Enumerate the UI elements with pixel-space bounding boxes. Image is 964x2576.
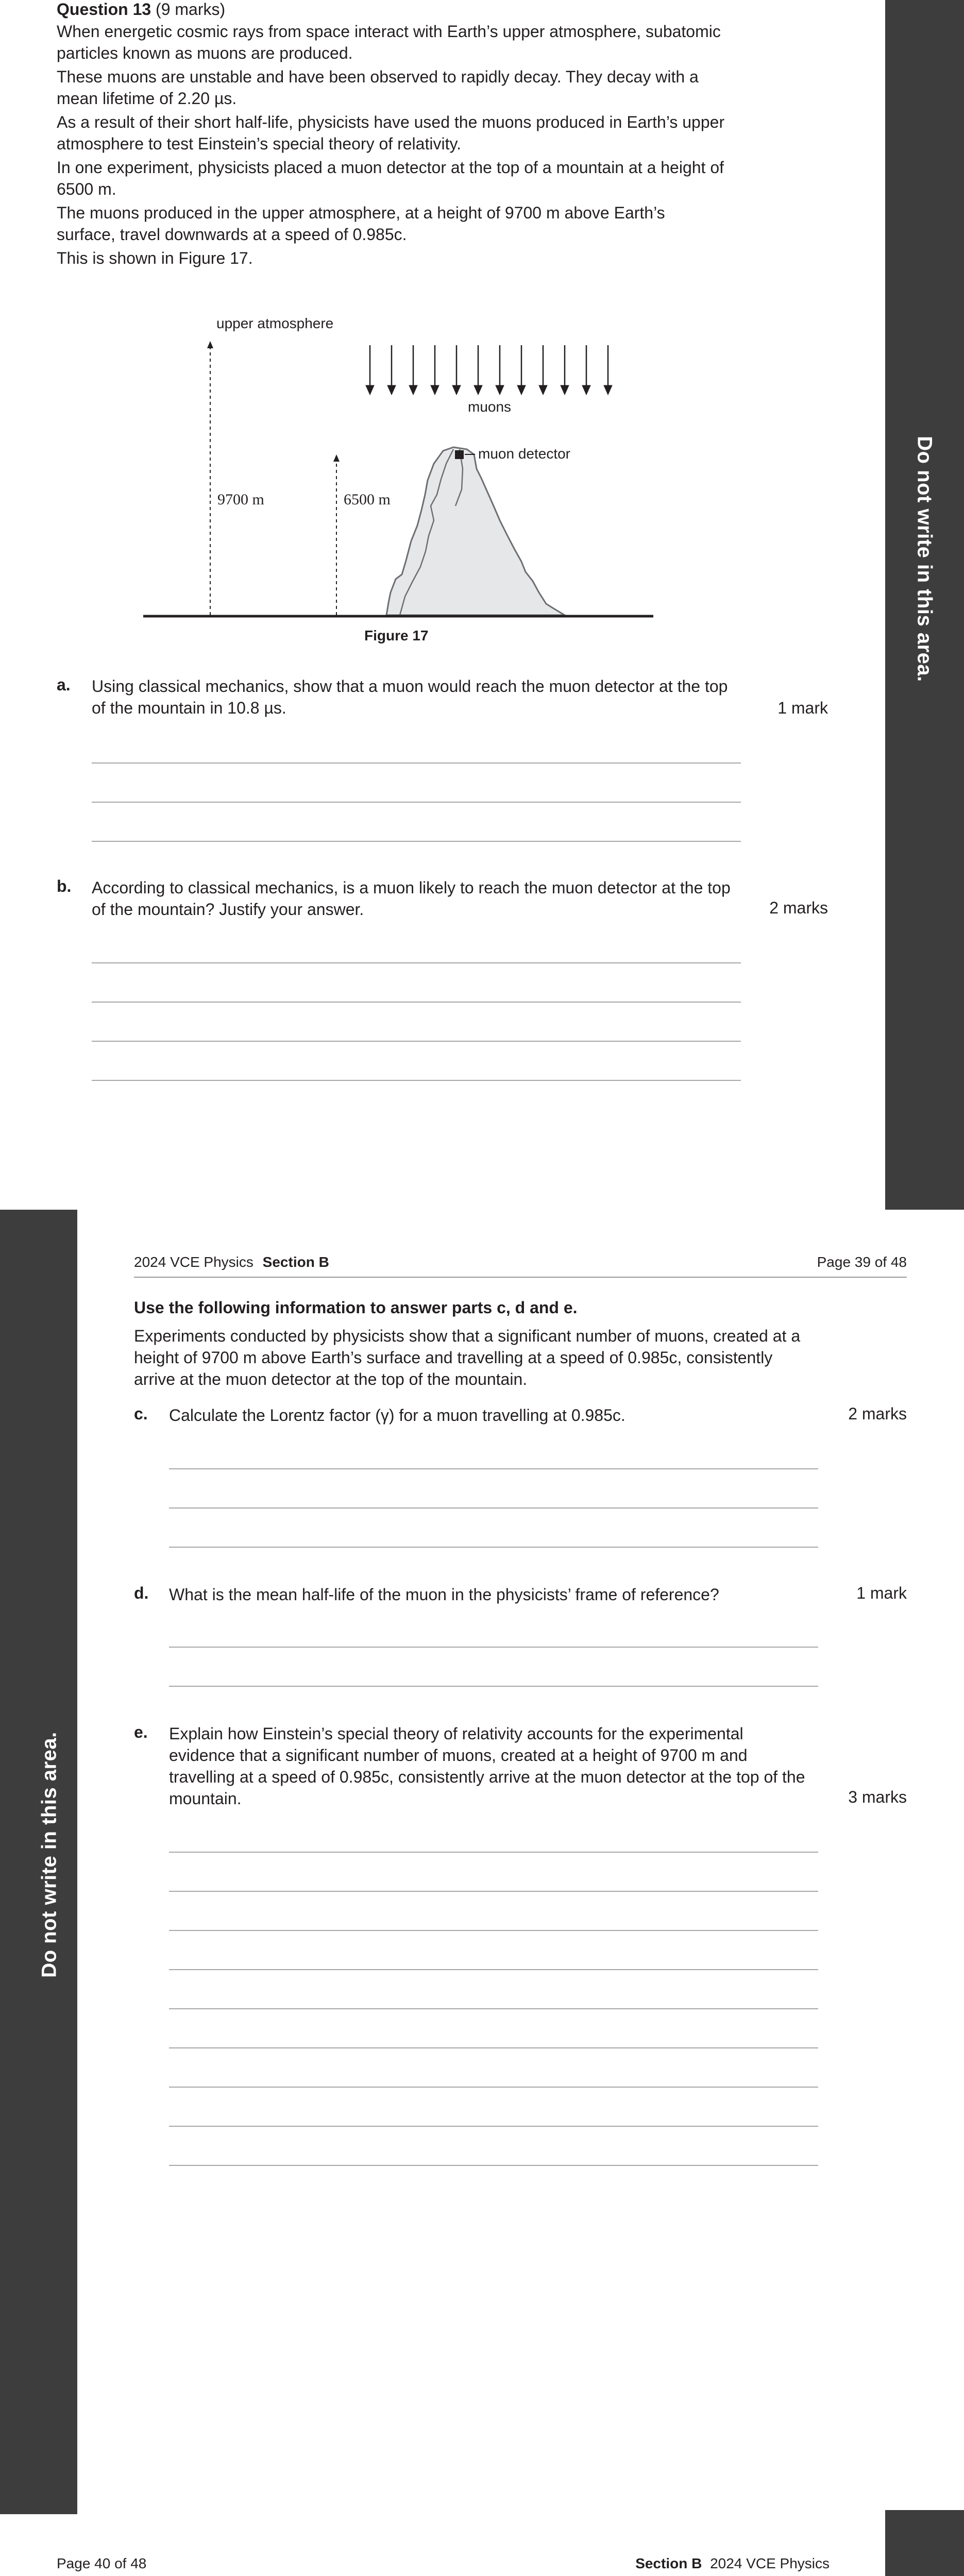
- answer-line-a-1[interactable]: [92, 762, 741, 764]
- intro-paragraph-1: When energetic cosmic rays from space interact with Earth’s upper atmosphere, subatomic particles known as muons are produced.: [57, 22, 721, 62]
- part-a-marks: 1 mark: [777, 699, 828, 717]
- info-heading: Use the following information to answer parts c, d and e.: [134, 1298, 578, 1317]
- arrowhead-6500: [333, 454, 340, 462]
- footer-section: Section B: [635, 2555, 702, 2571]
- answer-line-b-4[interactable]: [92, 1080, 741, 1081]
- label-muon-detector: muon detector: [478, 446, 570, 462]
- part-a-letter: a.: [57, 675, 71, 694]
- do-not-write-label-right: Do not write in this area.: [913, 436, 936, 682]
- part-b-letter: b.: [57, 877, 72, 895]
- question-title: Question 13: [57, 0, 151, 19]
- answer-line-e-1[interactable]: [169, 1852, 818, 1853]
- intro-text: [57, 21, 726, 269]
- label-upper-atmosphere: upper atmosphere: [216, 315, 334, 331]
- part-d-marks: 1 mark: [856, 1584, 907, 1602]
- intro-paragraph-2: These muons are unstable and have been observed to rapidly decay. They decay with a mean lifetime of 2.20 µs.: [57, 67, 699, 108]
- answer-line-b-3[interactable]: [92, 1041, 741, 1042]
- intro-paragraph-4: In one experiment, physicists placed a muon detector at the top of a mountain at a height of 6500 m.: [57, 158, 724, 198]
- footer-title: 2024 VCE Physics: [710, 2555, 830, 2571]
- header-rule: [134, 1277, 907, 1278]
- answer-line-b-2[interactable]: [92, 1002, 741, 1003]
- intro-paragraph-3: As a result of their short half-life, physicists have used the muons produced in Earth’s upper atmosphere to test Einstein’s special theory of relativity.: [57, 113, 725, 153]
- part-b-text: [92, 877, 741, 920]
- answer-line-e-2[interactable]: [169, 1891, 818, 1892]
- part-c-letter: c.: [134, 1404, 148, 1423]
- do-not-write-label-left: Do not write in this area.: [38, 1732, 61, 1978]
- label-muons: muons: [468, 399, 512, 415]
- label-height-6500: 6500 m: [344, 491, 391, 508]
- side-bar-right-page40: [885, 2510, 964, 2576]
- answer-line-b-1[interactable]: [92, 962, 741, 963]
- figure-caption: Figure 17: [364, 628, 429, 643]
- answer-line-e-8[interactable]: [169, 2126, 818, 2127]
- answer-line-c-2[interactable]: [169, 1507, 818, 1509]
- answer-line-e-9[interactable]: [169, 2165, 818, 2166]
- part-e-marks: 3 marks: [848, 1788, 907, 1806]
- part-b-marks: 2 marks: [769, 899, 828, 917]
- part-b-question: According to classical mechanics, is a muon likely to reach the muon detector at the top of the mountain? Justify your answer.: [92, 878, 731, 919]
- part-c-text: Calculate the Lorentz factor (γ) for a muon travelling at 0.985c.: [169, 1406, 625, 1425]
- answer-line-a-2[interactable]: [92, 802, 741, 803]
- answer-line-d-1[interactable]: [169, 1647, 818, 1648]
- page-40-footer: [57, 2555, 830, 2572]
- answer-line-e-6[interactable]: [169, 2047, 818, 2048]
- mountain-shape: [386, 447, 565, 615]
- part-d-text: What is the mean half-life of the muon in the physicists’ frame of reference?: [169, 1585, 719, 1604]
- answer-line-a-3[interactable]: [92, 841, 741, 842]
- footer-right: [635, 2555, 830, 2572]
- intro-paragraph-6: This is shown in Figure 17.: [57, 249, 253, 267]
- part-a-text: [92, 675, 741, 719]
- question-heading: [57, 0, 225, 19]
- label-height-9700: 9700 m: [217, 491, 264, 508]
- header-section: Section B: [262, 1254, 329, 1270]
- info-text: Experiments conducted by physicists show that a significant number of muons, created at a height of 9700 m above Earth’s surface and travelling at a speed of 0.985c, consistently arrive at the muon detector at the top of the mountain.: [134, 1327, 801, 1388]
- arrowhead-9700: [207, 341, 213, 348]
- header-title: 2024 VCE Physics: [134, 1254, 253, 1270]
- answer-line-e-4[interactable]: [169, 1969, 818, 1970]
- part-e-text: Explain how Einstein’s special theory of relativity accounts for the experimental evidence that a significant number of muons, created at a height of 9700 m and travelling at a speed of 0.985c, consistently arrive at the muon detector at the top of the mountain.: [169, 1724, 805, 1808]
- footer-page-number: Page 40 of 48: [57, 2555, 147, 2571]
- part-a-question: Using classical mechanics, show that a muon would reach the muon detector at the top of the mountain in 10.8 µs.: [92, 677, 728, 717]
- intro-paragraph-5: The muons produced in the upper atmosphere, at a height of 9700 m above Earth’s surface, travel downwards at a speed of 0.985c.: [57, 204, 665, 244]
- figure-17-diagram: [139, 314, 665, 644]
- answer-line-d-2[interactable]: [169, 1686, 818, 1687]
- muon-arrows: [366, 345, 612, 395]
- header-page-number: Page 39 of 48: [817, 1254, 907, 1270]
- part-d-letter: d.: [134, 1584, 149, 1602]
- answer-line-e-5[interactable]: [169, 2008, 818, 2009]
- answer-line-c-3[interactable]: [169, 1547, 818, 1548]
- page-39-header: [134, 1254, 907, 1270]
- part-e-letter: e.: [134, 1723, 148, 1741]
- muon-detector-icon: [455, 450, 464, 459]
- question-marks: (9 marks): [156, 0, 226, 19]
- answer-line-e-3[interactable]: [169, 1930, 818, 1931]
- answer-line-c-1[interactable]: [169, 1468, 818, 1469]
- part-c-marks: 2 marks: [848, 1404, 907, 1423]
- answer-line-e-7[interactable]: [169, 2087, 818, 2088]
